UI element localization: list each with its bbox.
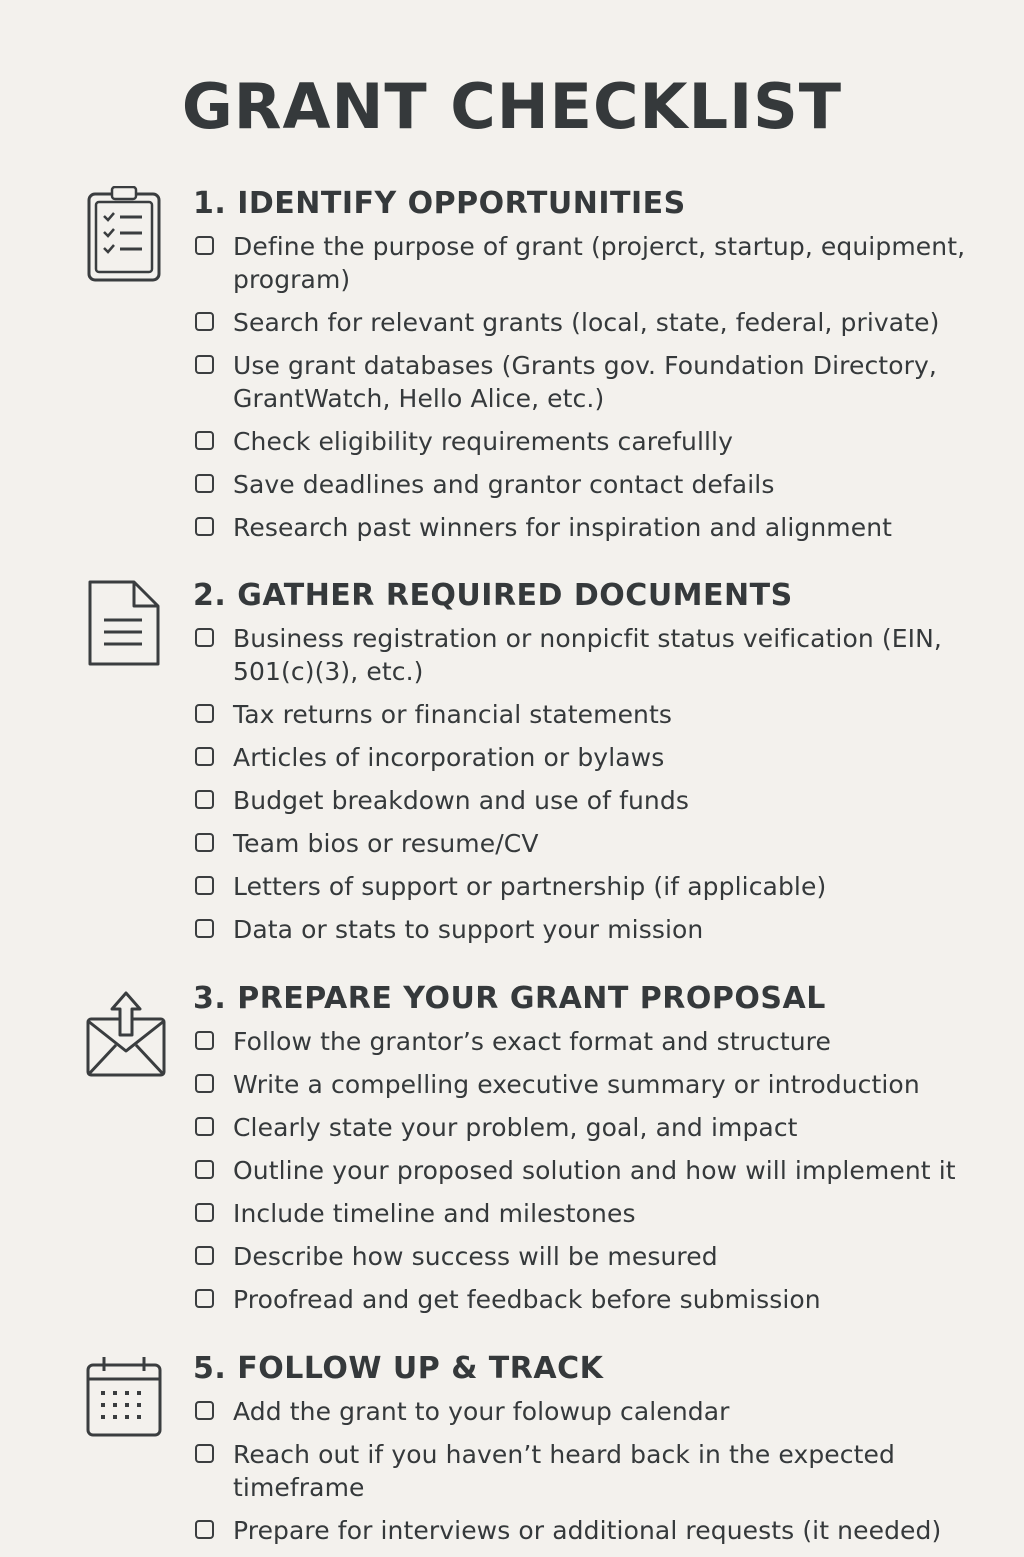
list-item <box>195 1514 985 1547</box>
section-heading: 2. GATHER REQUIRED DOCUMENTS <box>193 578 793 613</box>
list-item <box>195 1240 985 1273</box>
checkbox[interactable] <box>195 628 214 647</box>
list-item <box>195 468 985 501</box>
list-item <box>195 306 985 339</box>
checkbox[interactable] <box>195 1203 214 1222</box>
checkbox[interactable] <box>195 1289 214 1308</box>
checklist <box>195 1025 985 1326</box>
list-item <box>195 1283 985 1316</box>
list-item <box>195 913 985 946</box>
item-text: Write a compelling executive summary or introduction <box>233 1070 920 1099</box>
page-title: GRANT CHECKLIST <box>181 70 843 143</box>
item-text: Tax returns or financial statements <box>233 700 673 729</box>
list-item <box>195 1154 985 1187</box>
checklist <box>195 1395 985 1557</box>
item-text: Define the purpose of grant (projerct, startup, equipment, program) <box>233 232 966 294</box>
checkbox[interactable] <box>195 1401 214 1420</box>
checkbox[interactable] <box>195 876 214 895</box>
checkbox[interactable] <box>195 431 214 450</box>
list-item <box>195 784 985 817</box>
list-item <box>195 741 985 774</box>
checkbox[interactable] <box>195 1117 214 1136</box>
item-text: Prepare for interviews or additional requests (it needed) <box>233 1516 942 1545</box>
item-text: Data or stats to support your mission <box>233 915 704 944</box>
checkbox[interactable] <box>195 747 214 766</box>
item-text: Business registration or nonpicfit status veification (EIN, 501(c)(3), etc.) <box>233 624 942 686</box>
checkbox[interactable] <box>195 355 214 374</box>
checkbox[interactable] <box>195 833 214 852</box>
envelope-upload-icon <box>84 989 164 1089</box>
list-item <box>195 1438 985 1504</box>
list-item <box>195 827 985 860</box>
document-icon <box>84 578 164 678</box>
list-item <box>195 1197 985 1230</box>
list-item <box>195 1025 985 1058</box>
list-item <box>195 1111 985 1144</box>
checkbox[interactable] <box>195 919 214 938</box>
checkbox[interactable] <box>195 236 214 255</box>
item-text: Proofread and get feedback before submission <box>233 1285 821 1314</box>
item-text: Articles of incorporation or bylaws <box>233 743 665 772</box>
list-item <box>195 622 985 688</box>
checkbox[interactable] <box>195 1520 214 1539</box>
section-heading: 3. PREPARE YOUR GRANT PROPOSAL <box>193 981 826 1016</box>
item-text: Reach out if you haven’t heard back in the expected timeframe <box>233 1440 895 1502</box>
checkbox[interactable] <box>195 790 214 809</box>
checkbox[interactable] <box>195 1031 214 1050</box>
calendar-icon <box>84 1355 164 1455</box>
section-heading: 5. FOLLOW UP & TRACK <box>193 1351 604 1386</box>
list-item <box>195 698 985 731</box>
checkbox[interactable] <box>195 1444 214 1463</box>
item-text: Include timeline and milestones <box>233 1199 636 1228</box>
item-text: Clearly state your problem, goal, and impact <box>233 1113 798 1142</box>
item-text: Research past winners for inspiration and alignment <box>233 513 893 542</box>
item-text: Team bios or resume/CV <box>233 829 539 858</box>
item-text: Save deadlines and grantor contact defails <box>233 470 775 499</box>
checkbox[interactable] <box>195 704 214 723</box>
list-item <box>195 349 985 415</box>
checkbox[interactable] <box>195 1160 214 1179</box>
list-item <box>195 870 985 903</box>
checklist <box>195 622 985 956</box>
list-item <box>195 1395 985 1428</box>
checkbox[interactable] <box>195 312 214 331</box>
item-text: Outline your proposed solution and how will implement it <box>233 1156 956 1185</box>
checkbox[interactable] <box>195 474 214 493</box>
item-text: Describe how success will be mesured <box>233 1242 718 1271</box>
item-text: Letters of support or partnership (if applicable) <box>233 872 827 901</box>
item-text: Budget breakdown and use of funds <box>233 786 689 815</box>
item-text: Add the grant to your folowup calendar <box>233 1397 730 1426</box>
checkbox[interactable] <box>195 517 214 536</box>
list-item <box>195 425 985 458</box>
section-heading: 1. IDENTIFY OPPORTUNITIES <box>193 186 686 221</box>
list-item <box>195 1068 985 1101</box>
item-text: Check eligibility requirements carefullly <box>233 427 733 456</box>
clipboard-list-icon <box>84 186 164 286</box>
checklist <box>195 230 985 554</box>
list-item <box>195 230 985 296</box>
item-text: Use grant databases (Grants gov. Foundation Directory, GrantWatch, Hello Alice, etc.) <box>233 351 937 413</box>
item-text: Search for relevant grants (local, state, federal, private) <box>233 308 940 337</box>
item-text: Follow the grantor’s exact format and structure <box>233 1027 831 1056</box>
checkbox[interactable] <box>195 1074 214 1093</box>
list-item <box>195 511 985 544</box>
checkbox[interactable] <box>195 1246 214 1265</box>
